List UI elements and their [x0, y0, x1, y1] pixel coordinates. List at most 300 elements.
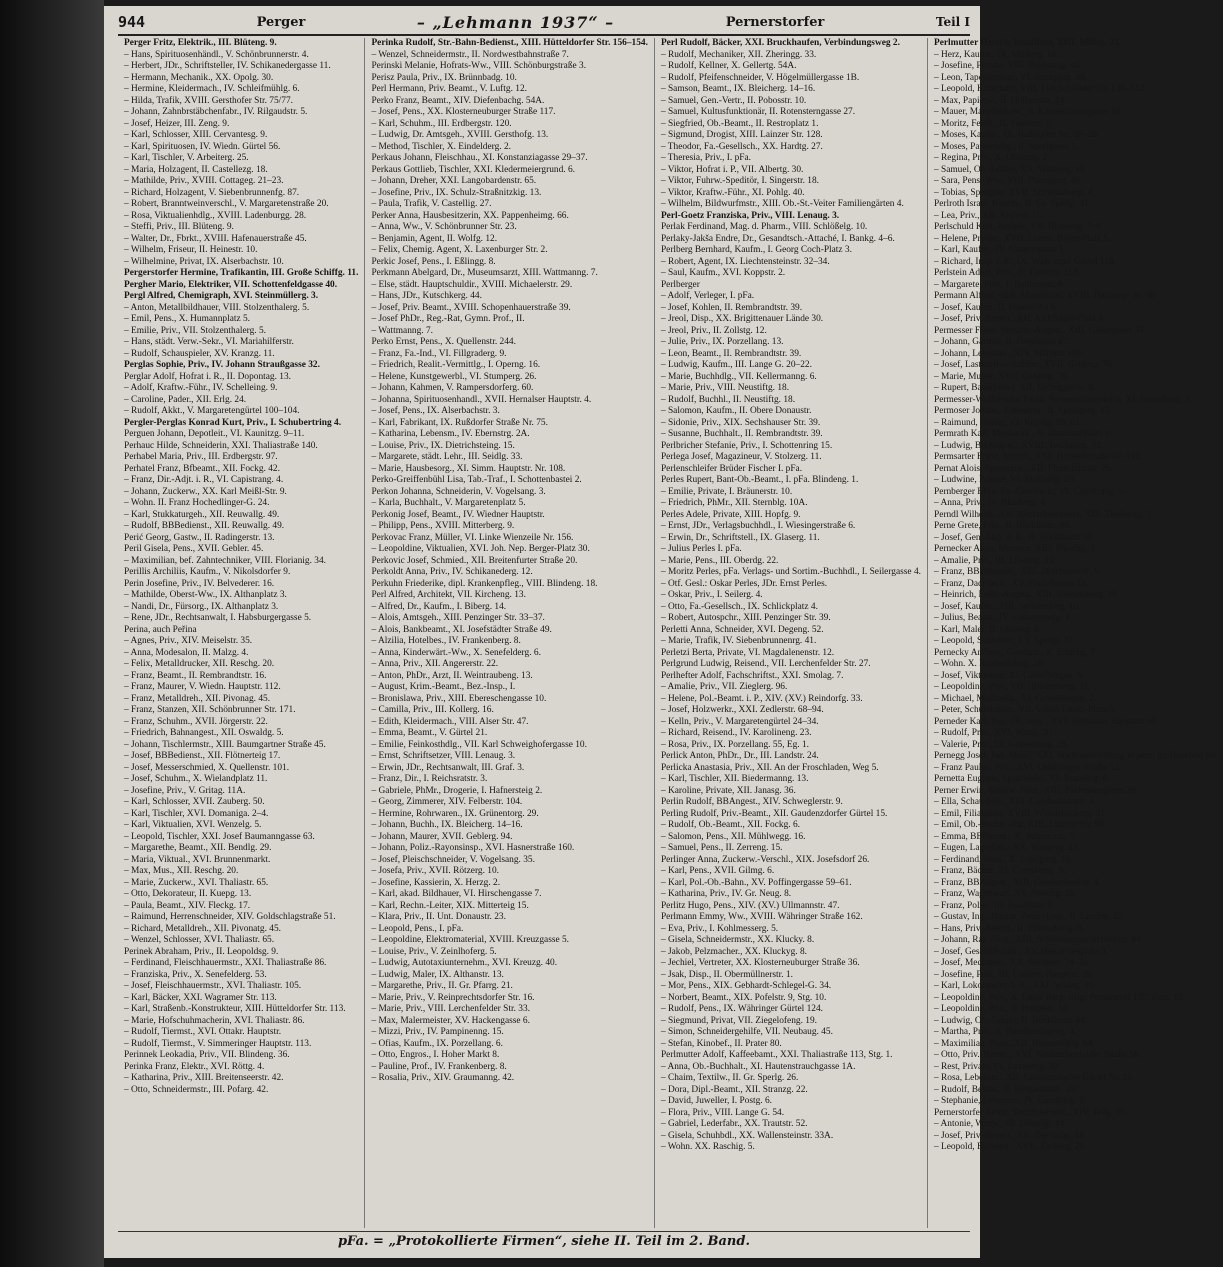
directory-entry: – Edith, Kleidermach., VIII. Alser Str. 47.: [371, 716, 529, 727]
directory-entry: Perker Anna, Hausbesitzerin, XX. Pappenheimg. 66.: [371, 210, 569, 221]
directory-entry: – Johann, Gärtner, II. Freudenau 67.: [933, 337, 1070, 347]
directory-entry: – Tobias, Spengler, XVII. Schwandnerg. 4.: [933, 187, 1096, 198]
directory-entry: – Kelln, Priv., V. Margaretengürtel 24–34.: [660, 716, 819, 727]
directory-entry: – Leopoldine, Viktualien, XVI. Joh. Nep. Berger-Platz 30.: [371, 544, 590, 554]
directory-entry: – Karl, Pol.-Ob.-Bahn., XV. Poffingergasse 59–61.: [660, 877, 852, 888]
directory-entry: – Siegfried, Ob.-Beamt., II. Restroplatz 1.: [660, 118, 819, 129]
directory-entry: Permrath Karl, Mechanik., X. Reumannplatz 1.: [933, 429, 1112, 439]
directory-entry: – Rene, JDr., Rechtsanwalt, I. Habsburgergasse 5.: [124, 613, 312, 623]
directory-entry: – David, Juweller, I. Postg. 6.: [660, 1096, 773, 1106]
part-label: Teil I: [935, 15, 970, 29]
directory-entry: – Johann, Maurer, XVII. Geblerg. 94.: [371, 831, 513, 842]
directory-entry: – Rudolf, Beamt., II. Borgartenstr. 207.: [933, 1084, 1082, 1095]
directory-entry: – Leopoldine, Priv., VII. Blindenberg. 31.: [933, 682, 1091, 692]
directory-entry: – Herbert, JDr., Schriftsteller, IV. Schikanedergasse 11.: [124, 61, 331, 71]
directory-entry: Perlberg Bernhard, Kaufm., I. Georg Coch-Platz 3.: [660, 245, 852, 255]
directory-entry: Perko Franz, Beamt., XIV. Diefenbachg. 54A.: [371, 95, 545, 106]
directory-entry: – Franz, BBahnassist., XIII. Drechauerstr. 6.: [933, 567, 1101, 577]
directory-entry: Permesser-Wolfensohn Paula, Steinmetzmeisterin, XI. Geiselberg. 3.: [933, 394, 1193, 405]
directory-entry: – Franz, Dir.-Adjt. i. R., VI. Capistrang. 4.: [124, 475, 284, 485]
directory-entry: – Julie, Priv., IX. Porzellang. 13.: [660, 337, 784, 347]
directory-entry: – Leopoldine, Elektromaterial, XVIII. Kreuzgasse 5.: [371, 935, 570, 945]
directory-entry: Permoser Johann, Zimmerm., II. Springerg. 15.: [933, 406, 1112, 416]
directory-entry: – Helene, Private, XVII. Lorenz Bayer-Platz 5.: [933, 233, 1111, 244]
directory-entry: – Franz, Fa.-Ind., VI. Fillgraderg. 9.: [371, 348, 507, 359]
directory-entry: – Maximilian, Pens., XII. Rotenmühlg. 64.: [933, 1038, 1095, 1049]
directory-entry: – Emil, Filialleiter, XVIII. Wittelsbacherg. 31.: [933, 808, 1108, 819]
directory-entry: – Wohn. X. Raaberbahng. 16.: [933, 659, 1046, 669]
directory-entry: – Anton, Metallbildhauer, VIII. Stolzenthalerg. 5.: [124, 302, 310, 313]
directory-entry: – Bronislawa, Priv., XIII. Ebereschengasse 10.: [371, 693, 547, 704]
directory-entry: Perndl Wilhelm, JDr., Rechtskonsulent, XIX. Dollinerg. 1.: [933, 509, 1154, 520]
directory-entry: Permann Alfred, städt. Maschinist, XVIII. Bastieng. 36–38.: [933, 291, 1158, 301]
directory-entry: – Franz, Dachdeck., XV. Fuchsboden 15.: [933, 578, 1088, 589]
directory-entry: – Richard, Reisend., IV. Karolineng. 23.: [660, 728, 812, 738]
directory-entry: Pernecky Andreas, Gewhzlr., X. Erlachg. 7.: [933, 647, 1098, 658]
directory-entry: – Johanna, Spirituosenhandl., XVII. Hernalser Hauptstr. 4.: [371, 394, 592, 405]
directory-entry: – Otto, Engros., I. Hoher Markt 8.: [371, 1050, 500, 1060]
directory-entry: – Richard, Insp. i. R., IX. Währinger Gürtel 118.: [933, 256, 1116, 267]
left-keyword: Perger: [256, 14, 306, 30]
directory-entry: – Josef, Pens., IX. Alserbachstr. 3.: [371, 406, 500, 416]
directory-entry: Perles Adele, Private, XIII. Hopfg. 9.: [660, 509, 801, 520]
directory-entry: Perl Alfred, Architekt, VII. Kircheng. 13.: [371, 590, 526, 600]
directory-entry: – Ludwig, BBAngest., XVIII. Teschnerg. 32.: [933, 440, 1104, 451]
directory-entry: – Rudolf, BBBedienst., XII. Reuwallg. 49.: [124, 521, 285, 531]
directory-entry: – Josef, Lastkraftwerksführ., XVII. Geblerg. 76.: [933, 360, 1115, 370]
directory-entry: Perkovic Josef, Schmied., XII. Breitenfurter Straße 20.: [371, 555, 578, 566]
directory-entry: Perlitz Hugo, Pens., XIV. (XV.) Ullmannstr. 47.: [660, 900, 840, 911]
directory-entry: – Maximilian, bef. Zahntechniker, VIII. Florianig. 34.: [124, 555, 327, 566]
directory-entry: Perlschuld Kurt, Knöpfe, VII. Blindeng. 7–9.: [933, 222, 1104, 232]
directory-entry: – Erwin, Dr., Schriftstell., IX. Glaserg. 11.: [660, 532, 820, 543]
directory-entry: Pernetta Eugenie, Sprachlehr., VI. Joanellig. 8.: [933, 774, 1110, 784]
directory-entry: – Jreol, Disp., XX. Brigittenauer Lände 30.: [660, 314, 824, 324]
directory-entry: – Antonie, Wirtw., III. Löweng. 44.: [933, 1119, 1067, 1129]
directory-entry: – Josefine, Kassierin, X. Herzg. 2.: [371, 877, 501, 888]
directory-entry: – Ludwig, Kaufm., III. Lange G. 20–22.: [660, 360, 812, 370]
directory-entry: – Josefine, Priv., IX. Schulz-Straßnitzkig. 13.: [371, 187, 542, 198]
directory-entry: Perlin Rudolf, BBAngest., XIV. Schweglerstr. 9.: [660, 797, 843, 807]
directory-entry: Perkuhn Friederike, dipl. Krankenpfleg., VIII. Blindeng. 18.: [371, 578, 598, 589]
directory-entry: – Josef, Heizer, III. Zeng. 9.: [124, 118, 230, 129]
directory-entry: – Wenzel, Schneidermstr., II. Nordwestbahnstraße 7.: [371, 49, 569, 60]
directory-entry: Perlicka Anastasia, Priv., XII. An der Froschladen, Weg 5.: [660, 762, 879, 773]
directory-entry: – Samuel, Kultusfunktionär, II. Rotensterngasse 27.: [660, 107, 856, 117]
directory-entry: – Franz, Schuhm., XVII. Jörgerstr. 22.: [124, 716, 268, 727]
directory-entry: Perlaky-Jakša Endre, Dr., Gesandtsch.-Attaché, I. Bankg. 4–6.: [660, 233, 895, 244]
directory-entry: Perglar Adolf, Hofrat i. R., II. Dopontag. 13.: [124, 371, 291, 382]
directory-entry: Perhatel Franz, Bfbeamt., XII. Fockg. 42.: [124, 463, 280, 474]
directory-entry: – Ludwig, Maler, IX. Althanstr. 13.: [371, 969, 504, 980]
directory-entry: – Leopold, Schlosser, XV. Sperlg. 37.: [933, 636, 1076, 646]
directory-entry: – Alois, Amtsgeh., XIII. Penzinger Str. 33–37.: [371, 613, 545, 623]
directory-entry: Perinka Rudolf, Str.-Bahn-Bedienst., XIII. Hütteldorfer Str. 156–154.: [371, 38, 648, 48]
directory-entry: – Wilhelm, Friseur, II. Heinestr. 10.: [124, 245, 258, 255]
directory-entry: – Viktor, Fuhrw.-Speditör, I. Singerstr. 18.: [660, 176, 819, 186]
directory-entry: – Felix, Chemig. Agent, X. Laxenburger Str. 2.: [371, 245, 548, 255]
directory-entry: – Leopold, Buchbdl., XVII. Tauberg. 25.: [933, 1142, 1087, 1152]
directory-entry: – Sidonie, Priv., XIX. Sechshauser Str. 39.: [660, 417, 821, 428]
directory-entry: – Franz, Maurer, V. Wiedn. Hauptstr. 112.: [124, 682, 281, 692]
directory-entry: – Sigmund, Drogist, XIII. Lainzer Str. 128.: [660, 130, 823, 140]
right-keyword: Pernerstorfer: [725, 14, 825, 30]
directory-entry: – Alfred, Dr., Kaufm., I. Biberg. 14.: [371, 601, 507, 612]
directory-entry: – Josef, Kaufm., XIII. Steinbrüchg. 10.: [933, 601, 1081, 612]
directory-entry: – Stefan, Kinobef., II. Prater 80.: [660, 1038, 782, 1049]
directory-entry: – Friedrich, Bahnangest., XII. Oswaldg. 5.: [124, 728, 284, 738]
directory-entry: – Alzilia, Hotelbes., IV. Frankenberg. 8.: [371, 636, 521, 646]
columns: [118, 38, 1218, 1228]
column-3: [655, 38, 928, 1228]
directory-entry: – Regina, Priv., X. Uhlandg. 2.: [933, 153, 1050, 163]
directory-entry: Perlmann Emmy, Ww., XVIII. Währinger Straße 162.: [660, 912, 863, 922]
directory-entry: – Josef, Gen.-Maj. d. R., II. Böcklinstr. 90.: [933, 532, 1095, 543]
page-header: [118, 10, 970, 36]
directory-entry: – Josef, Schuhm., X. Wielandplatz 11.: [124, 774, 268, 784]
directory-entry: – Martha, Priv., X. Randhartingerg. 4.: [933, 1027, 1077, 1037]
directory-entry: – Moritz, Feldh., II. Taborstr. 1.: [933, 118, 1053, 129]
directory-entry: Perkonig Josef, Beamt., IV. Wiedner Hauptstr.: [371, 509, 545, 520]
directory-entry: – Jakob, Pelzmacher., XX. Kluckyg. 8.: [660, 946, 807, 957]
directory-entry: – Franz, Bäcker, XI. Corneliusg. 9.: [933, 866, 1066, 876]
directory-entry: – Michael, Mechanik., XI. Geiselbergstr. 2.: [933, 693, 1097, 704]
directory-entry: – Karl, Maler, II. Oboeng. 8.: [933, 624, 1042, 635]
directory-entry: – Rosa, Viktualienhdlg., XVIII. Ladenburgg. 28.: [124, 210, 307, 221]
directory-entry: – Karl, Schlosser, XIII. Cervantesg. 9.: [124, 130, 268, 140]
directory-entry: – Karl, Schlosser, XVII. Zauberg. 50.: [124, 797, 265, 807]
directory-entry: Permsarter Franz, Stonitt., XXI. Hauslebstraße Nr. 191.: [933, 452, 1143, 462]
directory-entry: – Emilie, Priv., VII. Stolzenthalerg. 5.: [124, 325, 266, 336]
directory-entry: – Theresia, Priv., I. pFa.: [660, 153, 752, 163]
directory-entry: – Emma, Beamt., V. Gürtel 21.: [371, 728, 488, 738]
directory-entry: – Lea, Priv., XII. Andrstr. 15.: [933, 210, 1044, 221]
directory-entry: – Emilie, Feinkosthdlg., VII. Karl Schweighofergasse 10.: [371, 739, 587, 750]
directory-entry: – Karl, Schuhm., III. Erdbergstr. 120.: [371, 118, 512, 129]
directory-entry: – Herz, Kaufm., IX. Müllerg. 14.: [933, 49, 1059, 60]
directory-entry: – Ernst, JDr., Verlagsbuchhdl., I. Wiesingerstraße 6.: [660, 521, 856, 531]
directory-entry: – Robert, Autospchr., XIII. Penzinger Str. 39.: [660, 613, 831, 623]
directory-entry: – Karl, Straßenb.-Konstrukteur, XIII. Hütteldorfer Str. 113.: [124, 1004, 346, 1014]
directory-entry: – Ludwine, Private, VI. Mollardg. 25.: [933, 475, 1076, 485]
directory-entry: Perlgrund Ludwig, Reisend., VII. Lerchenfelder Str. 27.: [660, 659, 871, 669]
directory-entry: – Emil, Pens., X. Humannplatz 5.: [124, 314, 251, 324]
directory-entry: – Rosalia, Priv., XIV. Graumanng. 42.: [371, 1073, 515, 1083]
directory-entry: – Hilda, Trafik, XVIII. Gersthofer Str. 75/77.: [124, 95, 293, 106]
directory-entry: Pergher Mario, Elektriker, VII. Schottenfeldgasse 40.: [124, 279, 338, 290]
directory-entry: – Louise, Priv., IX. Dietrichsteing. 15.: [371, 440, 515, 451]
directory-entry: – Katharina, Priv., IV. Gr. Neug. 8.: [660, 889, 792, 899]
directory-entry: Permesser Franz, Versich.-Angest., XIII. Gobergasse 54.: [933, 325, 1147, 336]
directory-entry: – Karl, Stukkaturgeh., XII. Reuwallg. 49.: [124, 509, 280, 520]
directory-entry: – Hans, städt. Verw.-Sekr., VI. Mariahilferstr.: [124, 337, 294, 347]
directory-entry: – Amalie, Priv., III. Löweng. 21.: [933, 555, 1057, 566]
directory-entry: – Josefa, Priv., XVII. Rötzerg. 10.: [371, 866, 500, 876]
directory-entry: – Gustav, Ing., Baurat, Zentr.-Insp., II. Landstr. 22.: [933, 912, 1125, 922]
directory-entry: – Josefine, Priv., V. Gritag. 11A.: [124, 785, 246, 796]
directory-entry: – Viktor, Hofrat i. P., VII. Albertg. 30.: [660, 164, 804, 175]
directory-entry: – Friedrich, PhMr., XII. Sternblg. 10A.: [660, 498, 808, 508]
directory-entry: – Ernst, Schriftsetzer, VIII. Lenaug. 3.: [371, 751, 516, 761]
directory-entry: – Anna, Ww., V. Schönbrunner Str. 23.: [371, 222, 517, 232]
directory-entry: – Eugen, Lagerhalt., XX. Waagerg. 21.: [933, 843, 1080, 853]
directory-entry: – Margarete, Priv., I. Rathausstr. 8.: [933, 279, 1065, 290]
directory-entry: – Leon, Tapeziermstr., VI. Stumperg. 48.: [933, 72, 1088, 83]
directory-entry: Perne Grete, Priv., II. Böcklinstr. 90.: [933, 521, 1072, 531]
directory-entry: Pernerstorfer Anton, Drechslermstr., XIV. Teßg. 10.: [933, 1107, 1128, 1118]
directory-entry: Perlmutter Adolf, Kaffeebamt., XXI. Thaliastraße 113, Stg. 1.: [660, 1050, 893, 1060]
directory-entry: Perguen Johann, Depotleit., VI. Kaunitzg. 9–11.: [124, 429, 305, 439]
directory-entry: – Marie, Hausbesorg., XI. Simm. Hauptstr. Nr. 108.: [371, 463, 566, 474]
directory-entry: Perl-Goetz Franziska, Priv., VIII. Lenaug. 3.: [660, 210, 840, 221]
directory-entry: – Robert, Agent, IX. Liechtensteinstr. 32–34.: [660, 256, 830, 267]
directory-entry: – Ferdinand, Fleischhauermstr., XXI. Thaliastraße 86.: [124, 958, 327, 968]
directory-entry: – Viktor, Kraftw.-Führ., XI. Pohlg. 40.: [660, 187, 805, 198]
directory-entry: – Karl, Viktualien, XVI. Wenzelg. 5.: [124, 820, 262, 830]
directory-entry: – Josef, Priv. Beamt., XVIII. Schopenhauerstraße 39.: [371, 302, 571, 313]
directory-entry: – Leopoldine, Priv., X. Laaer Berg. Erlg. Pernerstorf 197, Parz. 13.: [933, 992, 1185, 1003]
directory-entry: – Moritz Perles, pFa. Verlags- und Sortim.-Buchhdl., I. Seilergasse 4.: [660, 567, 921, 577]
directory-entry: – Helene, Pol.-Beamt. i. P., XIV. (XV.) Reindorfg. 33.: [660, 693, 863, 704]
directory-entry: – Method, Tischler, X. Eindelderg. 2.: [371, 141, 511, 152]
directory-entry: – Franz, Metalldreh., XII. Pivonag. 45.: [124, 693, 271, 704]
directory-entry: – Otto, Priv.-Beamt., XVI. Neulerchenfelder Straße 58.: [933, 1050, 1142, 1060]
directory-entry: – Ferdinand, Pens., X. Landgutg. 16.: [933, 854, 1073, 865]
directory-entry: – Franz, Dir., I. Reichsratstr. 3.: [371, 774, 488, 784]
directory-entry: – Moses, Kaufm., IX. Rußdorfer Str. 26–28.: [933, 130, 1100, 140]
directory-entry: – Karl, akad. Bildhauer, VI. Hirschengasse 7.: [371, 889, 542, 899]
directory-entry: – Adolf, Verleger, I. pFa.: [660, 291, 755, 301]
directory-entry: – Mizzi, Priv., IV. Pampinenng. 15.: [371, 1027, 504, 1037]
column-1: [118, 38, 365, 1228]
directory-entry: – Alois, Bankbeamt., XI. Josefstädter Straße 49.: [371, 624, 552, 635]
directory-entry: Perlenschleifer Brüder Fischer I. pFa.: [660, 463, 803, 474]
directory-entry: – Rudolf, Tiermst., V. Simmeringer Hauptstr. 113.: [124, 1038, 312, 1049]
column-4: [928, 38, 1223, 1228]
directory-entry: Perlick Anton, PhDr., Dr., III. Landstr. 24.: [660, 751, 819, 761]
directory-entry: – Franziska, Priv., X. Senefelderg. 53.: [124, 969, 267, 980]
directory-entry: Perkmann Abelgard, Dr., Museumsarzt, XIII. Wattmanng. 7.: [371, 268, 598, 278]
directory-entry: – Hans, Spirituosenhändl., V. Schönbrunnerstr. 4.: [124, 49, 309, 60]
directory-entry: Perglas Sophie, Priv., IV. Johann Straußgasse 32.: [124, 360, 320, 370]
directory-entry: – Norbert, Beamt., XIX. Pofelstr. 9, Stg. 10.: [660, 992, 827, 1003]
directory-entry: – Amalie, Priv., VII. Zieglerg. 96.: [660, 682, 788, 692]
directory-entry: – Max, Mus., XII. Reschg. 20.: [124, 866, 239, 876]
directory-entry: Perko-Greiffenbühl Lisa, Tab.-Traf., I. Schottenbastei 2.: [371, 475, 582, 485]
directory-entry: – Saul, Kaufm., XVI. Koppstr. 2.: [660, 268, 786, 278]
directory-entry: Perić Georg, Gastw., II. Radingerstr. 13.: [124, 532, 275, 543]
directory-entry: – Leon, Beamt., II. Rembrandtstr. 39.: [660, 348, 802, 359]
directory-entry: – Josefine, Private, VIII. Piaristeng. 46.: [933, 61, 1083, 71]
directory-entry: – Anna, Kinderwärt.-Ww., X. Senefelderg. 6.: [371, 647, 541, 658]
directory-entry: Pergler-Perglas Konrad Kurt, Priv., I. Schubertring 4.: [124, 417, 342, 428]
directory-entry: Perinek Abraham, Priv., II. Leopoldsg. 9.: [124, 946, 279, 957]
directory-entry: – Josef, Holzwerkr., XXI. Zedlerstr. 68–94.: [660, 705, 824, 715]
directory-entry: Perinnek Leokadia, Priv., VII. Blindeng. 36.: [124, 1050, 290, 1060]
directory-entry: Perlinger Anna, Zuckerw.-Verschl., XIX. Josefsdorf 26.: [660, 854, 870, 865]
directory-entry: Pergerstorfer Hermine, Trafikantin, III. Große Schiffg. 11.: [124, 268, 359, 278]
directory-entry: Perlak Ferdinand, Mag. d. Pharm., VIII. Schlößelg. 10.: [660, 222, 868, 232]
directory-entry: – Karl, Fabrikant, IX. Rußdorfer Straße Nr. 75.: [371, 417, 548, 428]
directory-entry: – Paula, Trafik, V. Castellig. 27.: [371, 199, 492, 209]
directory-entry: – Emilie, Private, I. Bräunerstr. 10.: [660, 486, 793, 497]
directory-entry: – Hermann, Mechanik., XX. Opolg. 30.: [124, 72, 274, 83]
directory-entry: – Philipp, Pens., XVIII. Mitterberg. 9.: [371, 521, 515, 531]
directory-entry: – Flora, Priv., VIII. Lange G. 54.: [660, 1107, 785, 1118]
directory-entry: – Johann, Zahnbrstäbchenfabr., IV. Rilgaudstr. 5.: [124, 107, 308, 117]
directory-entry: Peril Gisela, Pens., XVII. Gebler. 45.: [124, 544, 264, 554]
directory-entry: – Emma, BBBeamt., X. Johannastr. 5.: [933, 831, 1077, 842]
directory-entry: Perl Hermann, Priv. Beamt., V. Luftg. 12.: [371, 84, 527, 94]
directory-entry: – Heinrich, Erdb.-Angest., XIII. Riemmaterg. 19.: [933, 590, 1120, 600]
directory-entry: – Samson, Beamt., IX. Bleicherg. 14–16.: [660, 84, 816, 94]
directory-entry: – Wohn. II. Franz Hochedlinger-G. 24.: [124, 498, 270, 508]
directory-entry: – Maria, Viktual., XVI. Brunnenmarkt.: [124, 854, 271, 865]
directory-entry: – Margarethe, Priv., II. Gr. Pfarrg. 21.: [371, 981, 513, 991]
directory-entry: – Sara, Pens.-Ww., VIII. Piaristeng. 46.: [933, 176, 1083, 186]
directory-entry: Perkon Johanna, Schneiderin, V. Vogelsang. 3.: [371, 486, 546, 497]
directory-entry: – Johann, Buchh., IX. Bleicherg. 14–16.: [371, 820, 523, 830]
directory-entry: – Rupert, Bauarbeiter, XII. Gefreggerstr. 8.: [933, 383, 1096, 393]
directory-entry: – Josef, Priv.-Beamt., XII. Aichfelder-Platz 3.: [933, 314, 1106, 324]
directory-entry: – Anna, Ob.-Buchhalt., XI. Hautenstrauchgasse 1A.: [660, 1061, 856, 1072]
directory-entry: Perin Josefine, Priv., IV. Belvederег. 16.: [124, 578, 275, 589]
directory-entry: – Benjamin, Agent, II. Wolfg. 12.: [371, 233, 498, 244]
directory-entry: Perkic Josef, Pens., I. Eßlingg. 8.: [371, 256, 496, 267]
directory-entry: – Rosa, Lebensm., XII. Gaudenzdorfer Gürtel Nr. 15.: [933, 1073, 1135, 1083]
directory-entry: – Leopoldine, Priv., II. Hauptstr. 16.: [933, 1004, 1070, 1014]
directory-entry: – Marie, Buchhdlg., VII. Kellermanng. 6.: [660, 371, 817, 382]
directory-entry: – Karl, Bäcker, XXI. Wagramer Str. 113.: [124, 992, 277, 1003]
directory-entry: – Theodor, Fa.-Gesellsch., XX. Hardtg. 27.: [660, 141, 823, 152]
directory-entry: – Rudolf, Tiermst., XVI. Ottakr. Hauptstr.: [124, 1027, 282, 1037]
directory-entry: – Marie, Zuckerw., XVI. Thaliastr. 65.: [124, 877, 269, 888]
directory-entry: – Wohn. XX. Raschig. 5.: [660, 1142, 755, 1152]
directory-entry: – Max, Papierw., II. Hollandstr. 14.: [933, 95, 1067, 106]
directory-entry: – Hans, Priv.-Beamt., II. Pillersdorfg. 8.: [933, 923, 1084, 934]
directory-entry: – Samuel, Ob.-Lehrer, XX. Wasnerg. 15.: [933, 164, 1087, 175]
directory-entry: – Josef, Geschäftsführ., XV. Henriettenplatz 3.: [933, 946, 1109, 957]
directory-entry: – Ella, Schauspiel., XIII. Cumberlandstr. 4.: [933, 797, 1097, 807]
directory-entry: – Johann, Kahmen, V. Rampersdorferg. 60.: [371, 383, 534, 393]
footer-note: pFa. = „Protokollierte Firmen“, siehe II. Teil im 2. Band.: [118, 1231, 970, 1252]
directory-entry: – Max, Malermeister, XV. Hackengasse 6.: [371, 1015, 530, 1026]
directory-entry: Perlroth Israel, Kaufm., II. Gr. Sperlg. 31.: [933, 199, 1091, 209]
directory-entry: – Franz, Wagenwart, XV. Storchg. 15.: [933, 889, 1077, 899]
directory-entry: Perinski Melanie, Hofrats-Ww., VIII. Schönburgstraße 3.: [371, 61, 587, 71]
directory-entry: – Marie, Priv., VIII. Lerchenfelder Str. 33.: [371, 1004, 530, 1014]
directory-entry: – Ludwig, Dr. Amtsgeh., XVIII. Gersthofg. 13.: [371, 130, 549, 140]
directory-entry: – Marie, Hofschuhmacherin, XVI. Thaliastr. 86.: [124, 1015, 305, 1026]
directory-entry: – Klara, Priv., II. Unt. Donaustr. 23.: [371, 912, 506, 922]
directory-entry: – Stephanie, Lebensm., IV. Carolineg. 9.: [933, 1096, 1087, 1106]
scan-edge: [0, 0, 104, 1267]
directory-entry: – Anna, Modesalon, II. Malzg. 4.: [124, 647, 249, 658]
directory-entry: – Ludwig, Ob.-Lehrer, II. Böcklinstr. 44.: [933, 1015, 1087, 1026]
directory-entry: Perlberger: [660, 279, 700, 290]
directory-entry: – Anna, Priv., XII. Angererstr. 22.: [371, 659, 499, 669]
directory-entry: – Rudolf, Schauspieler, XV. Kranzg. 11.: [124, 348, 275, 359]
directory-entry: – Franz, Beamt., II. Rembrandtstr. 16.: [124, 670, 267, 681]
directory-entry: – Wilhelm, Bildwurfmstr., XIII. Ob.-St.-Veiter Familiengärten 4.: [660, 199, 904, 209]
directory-entry: – Rudolf, Pens., IX. Währinger Gürtel 124.: [660, 1004, 823, 1014]
directory-entry: – Johann, Zuckerw., XX. Karl Meißl-Str. 9.: [124, 486, 287, 497]
directory-entry: – Karl, Tischler, XVI. Domaniga. 2–4.: [124, 808, 269, 819]
column-2: [365, 38, 655, 1228]
directory-entry: – Anna, Priv., IV. Blindeng. 4.: [933, 498, 1048, 508]
directory-entry: – Gisela, Schuhbdl., XX. Wallensteinstr. 33A.: [660, 1130, 834, 1141]
directory-entry: – Josef PhDr., Reg.-Rat, Gymn. Prof., II.: [371, 314, 525, 324]
directory-entry: – Leopold, Pens., I. pFa.: [371, 923, 464, 934]
directory-entry: – Ofias, Kaufm., IX. Porzellang. 6.: [371, 1038, 503, 1049]
directory-entry: – Julius, Beamt., IV. Leibenfrostg. 1.: [933, 613, 1073, 623]
directory-entry: – Salomon, Kaufm., II. Obere Donaustr.: [660, 406, 812, 416]
directory-entry: – Erwin, JDr., Rechtsanwalt, III. Graf. 3.: [371, 762, 525, 773]
directory-entry: – Helene, Kunstgewerbl., VI. Stumperg. 26.: [371, 371, 537, 382]
directory-entry: Pernegg Josef, Ind.-Maier, XXI. Stadtrandsiedlung Wpern. im Hausfeld 50.: [933, 751, 1218, 761]
directory-entry: – Emil, Ob.-Rechn.-Rat, XIII. Lainzer Str. 99.: [933, 820, 1107, 830]
directory-entry: – Karoline, Private, XII. Janasg. 36.: [660, 785, 796, 796]
directory-entry: – Samuel, Pens., II. Zerreng. 15.: [660, 843, 783, 853]
directory-entry: Perhabel Maria, Priv., III. Erdbergstr. 97.: [124, 452, 278, 462]
directory-entry: – Rudolf, Buchhl., II. Neustiftg. 18.: [660, 394, 796, 405]
directory-entry: – Anton, PhDr., Arzt, II. Weintraubeng. 13.: [371, 670, 533, 681]
directory-entry: – Gabriele, PhMr., Drogerie, I. Hafnersteig 2.: [371, 785, 543, 796]
directory-entry: – Josefine, Priv., III. Landstr. Hauptstr. 28.: [933, 969, 1094, 980]
directory-entry: Perkoldt Anna, Priv., IV. Schikanederg. 12.: [371, 567, 533, 577]
directory-entry: – Camilla, Priv., III. Kollerg. 16.: [371, 705, 494, 715]
directory-entry: – Hans, JDr., Kutschkerg. 44.: [371, 291, 482, 301]
directory-entry: – Richard, Metalldreh., XII. Pivonatg. 45.: [124, 923, 281, 934]
directory-entry: – Josef, BBBedienst., XII. Flötnerteig 17.: [124, 751, 281, 761]
directory-entry: – Jechiel, Vertreter, XX. Klosterneuburger Straße 36.: [660, 958, 860, 968]
directory-entry: – Raimund, Heizer, XI. Kopalg. 55–61.: [933, 417, 1083, 428]
directory-entry: – Walter, Dr., Fbrkt., XVIII. Hafenauerstraße 45.: [124, 233, 307, 244]
directory-entry: – Rudolf, Akkt., V. Margaretengürtel 100–104.: [124, 406, 300, 416]
directory-entry: – Josef, Kohlen, II. Rembrandtstr. 39.: [660, 302, 803, 313]
directory-entry: – Rosa, Priv., IX. Porzellang. 55, Eg. 1.: [660, 739, 810, 750]
directory-entry: – Johann, Tischlermstr., XIII. Baumgartner Straße 45.: [124, 739, 326, 750]
directory-entry: – Rudolf, Kellner, X. Gellertg. 54A.: [660, 61, 797, 71]
directory-entry: – Otf. Gesl.: Oskar Perles, JDr. Ernst Perles.: [660, 578, 828, 589]
directory-entry: Perlmutter Hersch, Installant, XIII. Mitisg. 21.: [933, 38, 1122, 48]
directory-entry: – Siegmund, Privat, VII. Ziegelofeng. 19.: [660, 1015, 817, 1026]
directory-entry: – Hermine, Rohrwaren., IX. Grünentorg. 29.: [371, 808, 539, 819]
directory-entry: – Rudolf, Mechaniker, XII. Zheringg. 33.: [660, 49, 817, 60]
directory-entry: – Johann, Poliz.-Rayonsinsp., XVI. Hasnerstraße 160.: [371, 843, 575, 853]
directory-entry: Pernberger Elise, Fa.-Gesellsch., VI. Capistrang. 5.: [933, 486, 1126, 497]
directory-entry: Perling Rudolf, Priv.-Beamt., XII. Gaudenzdorfer Gürtel 15.: [660, 808, 888, 819]
directory-entry: – Steffi, Priv., III. Blüteng. 9.: [124, 222, 234, 232]
directory-entry: – Gisela, Schneidermstr., XX. Klucky. 8.: [660, 935, 815, 945]
directory-entry: – Josef, Priv.-Beamt., XII. Dietrichg. 18.: [933, 1130, 1087, 1141]
directory-entry: – Karl, Tischler, V. Arbeiterg. 25.: [124, 153, 249, 163]
directory-entry: – August, Krim.-Beamt., Bez.-Insp., I.: [371, 682, 516, 692]
directory-entry: – Otto, Dekorateur, II. Kuepg. 13.: [124, 889, 252, 899]
directory-entry: – Rudolf, Ob.-Beamt., XII. Fockg. 6.: [660, 820, 800, 830]
directory-entry: – Nandi, Dr., Fürsorg., IX. Althanplatz 3.: [124, 601, 279, 612]
directory-entry: – Hermine, Kleidermach., IV. Schleifmühlg. 6.: [124, 84, 300, 94]
directory-entry: Perner Erwin, Kraftw.-Führ., XIII. Pachmanngasse 26.: [933, 785, 1139, 796]
directory-entry: Pernecker Alois, Monteur, XIII. Pölschg. 3.: [933, 544, 1098, 554]
page-title: – „Lehmann 1937“ –: [416, 12, 615, 32]
directory-entry: – Samuel, Gen.-Vertr., II. Pobosstr. 10.: [660, 95, 807, 106]
directory-entry: – Wenzel, Schlosser, XVI. Thaliastr. 65.: [124, 935, 275, 945]
directory-entry: – Karl, Rechn.-Leiter, XIX. Mitterteig 15.: [371, 900, 529, 911]
directory-entry: – Rest, Private, IX. Lazarettg. 30.: [933, 1061, 1060, 1072]
directory-entry: – Caroline, Pader., XII. Erlg. 24.: [124, 394, 247, 405]
directory-entry: – Rudolf, Priv., XVI. Wattg. 20.: [933, 728, 1054, 738]
